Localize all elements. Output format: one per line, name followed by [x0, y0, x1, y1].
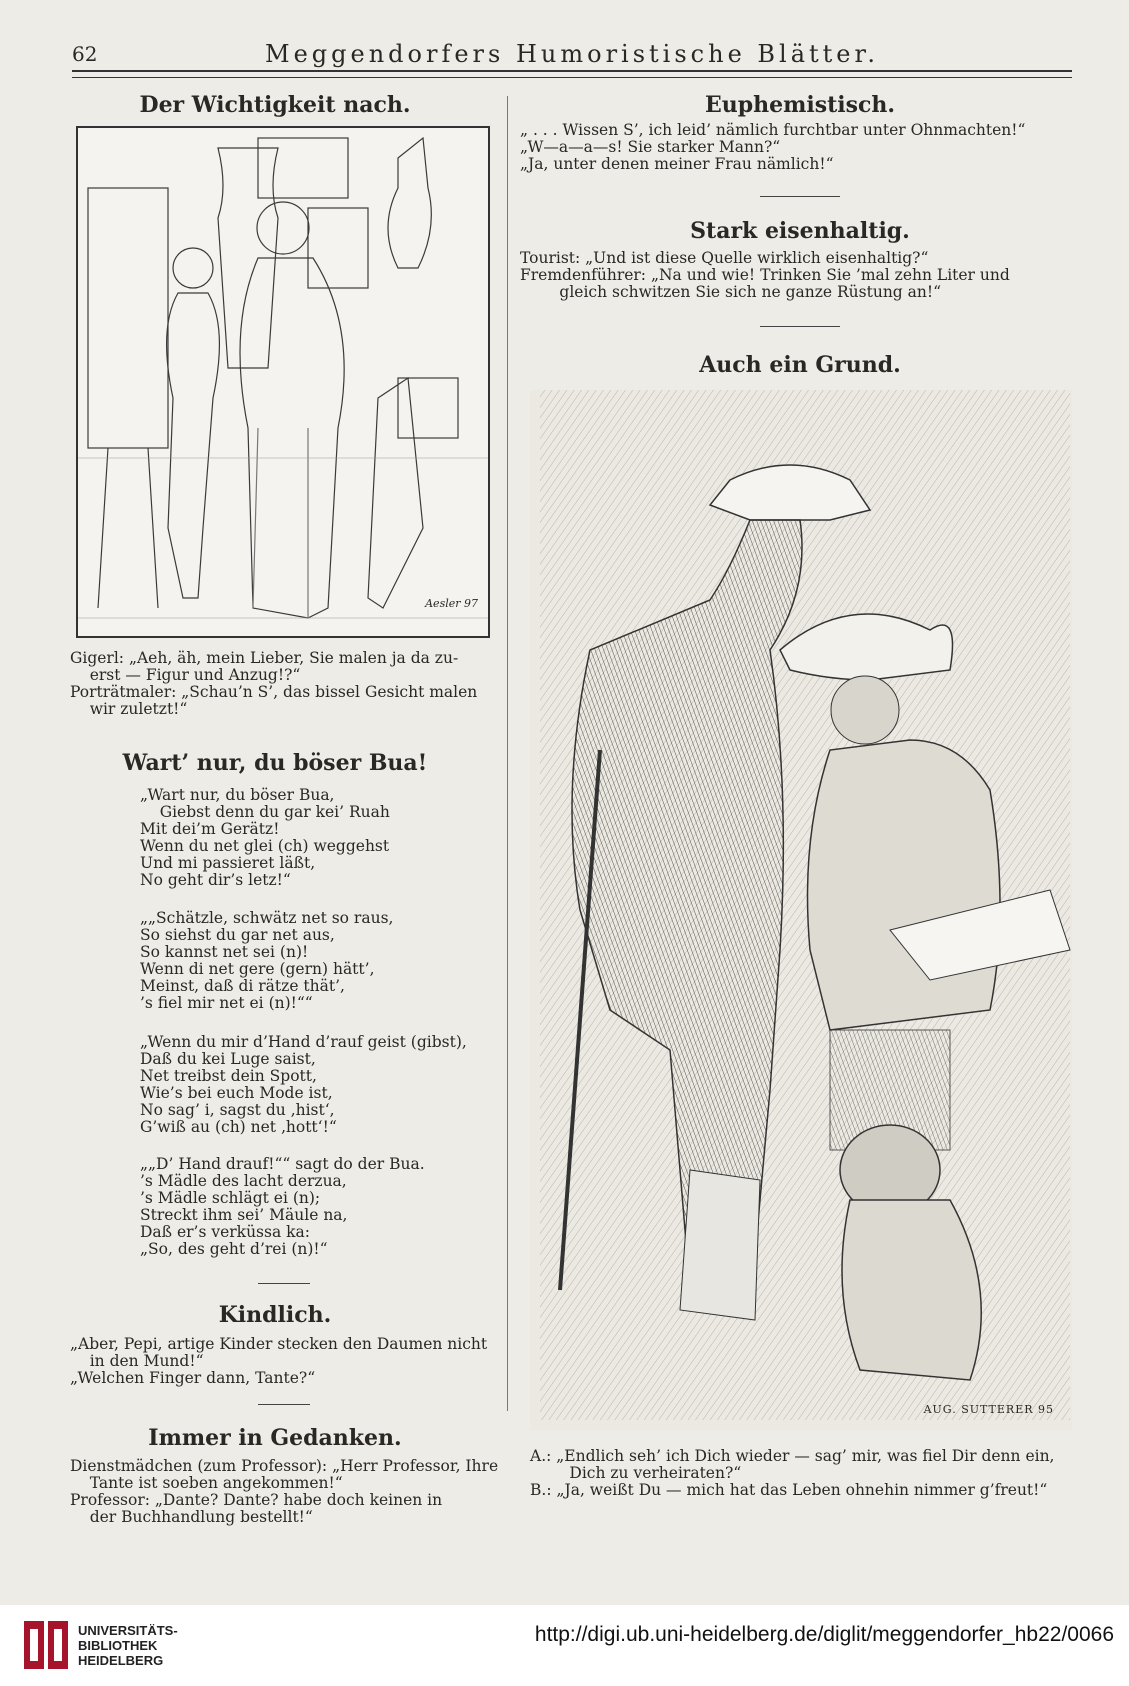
header-rule — [72, 70, 1072, 78]
illustration-two-men-and-dog — [530, 390, 1072, 1430]
gedanken-line-4: der Buchhandlung bestellt!“ — [70, 1508, 313, 1526]
title-stark-eisenhaltig: Stark eisenhaltig. — [690, 218, 910, 244]
painter-sketch — [78, 128, 488, 636]
poem-s2-l1: „„Schätzle, schwätz net so raus, — [140, 909, 394, 927]
gedanken-line-2: Tante ist soeben angekommen!“ — [70, 1474, 343, 1492]
column-divider — [507, 96, 508, 1411]
poem-s3-l1: „Wenn du mir d’Hand d’rauf geist (gibst), — [140, 1033, 467, 1051]
page-number: 62 — [72, 42, 98, 66]
title-euphemistisch: Euphemistisch. — [704, 92, 896, 118]
library-logo-icon — [22, 1617, 70, 1673]
engraving-sketch — [530, 390, 1072, 1430]
kindlich-line-3: „Welchen Finger dann, Tante?“ — [70, 1369, 316, 1387]
poem-s1-l1: „Wart nur, du böser Bua, — [140, 786, 335, 804]
caption-gigerl-4: wir zuletzt!“ — [70, 700, 188, 718]
poem-s2-l3: So kannst net sei (n)! — [140, 943, 309, 961]
separator-2 — [258, 1404, 310, 1405]
gedanken-line-3: Professor: „Dante? Dante? habe doch keinen in — [70, 1491, 443, 1509]
illustrator-signature-sutterer: AUG. SUTTERER 95 — [923, 1403, 1054, 1416]
title-kindlich: Kindlich. — [218, 1302, 332, 1328]
gedanken-line-1: Dienstmädchen (zum Professor): „Herr Professor, Ihre — [70, 1457, 499, 1475]
caption-gigerl-3: Porträtmaler: „Schau’n S’, das bissel Gesicht malen — [70, 683, 478, 701]
kindlich-line-2: in den Mund!“ — [70, 1352, 204, 1370]
poem-s2-l5: Meinst, daß di rätze thät’, — [140, 977, 345, 995]
poem-s1-l3: Mit dei’m Gerätz! — [140, 820, 280, 838]
poem-s4-l1: „„D’ Hand drauf!““ sagt do der Bua. — [140, 1155, 425, 1173]
eisenhaltig-line-3: gleich schwitzen Sie sich ne ganze Rüstung an!“ — [520, 283, 942, 301]
poem-s4-l5: Daß er’s verküssa ka: — [140, 1223, 310, 1241]
eisenhaltig-line-1: Tourist: „Und ist diese Quelle wirklich eisenhaltig?“ — [520, 249, 929, 267]
poem-s1-l4: Wenn du net glei (ch) weggehst — [140, 837, 390, 855]
poem-s4-l4: Streckt ihm sei’ Mäule na, — [140, 1206, 348, 1224]
title-wart-nur: Wart’ nur, du böser Bua! — [122, 750, 428, 776]
poem-s1-l6: No geht dir’s letz!“ — [140, 871, 291, 889]
poem-s2-l4: Wenn di net gere (gern) hätt’, — [140, 960, 375, 978]
poem-s4-l6: „So, des geht d’rei (n)!“ — [140, 1240, 328, 1258]
eisenhaltig-line-2: Fremdenführer: „Na und wie! Trinken Sie ’mal zehn Liter und — [520, 266, 1010, 284]
viewer-footer — [0, 1605, 1129, 1686]
poem-s3-l4: Wie’s bei euch Mode ist, — [140, 1084, 333, 1102]
poem-s4-l2: ’s Mädle des lacht derzua, — [140, 1172, 347, 1190]
title-immer-in-gedanken: Immer in Gedanken. — [148, 1425, 402, 1451]
separator-3 — [760, 196, 840, 197]
poem-s2-l2: So siehst du gar net aus, — [140, 926, 335, 944]
euphemistisch-line-2: „W—a—a—s! Sie starker Mann?“ — [520, 138, 781, 156]
caption-gigerl-1: Gigerl: „Aeh, äh, mein Lieber, Sie malen ja da zu- — [70, 649, 459, 667]
poem-s1-l5: Und mi passieret läßt, — [140, 854, 316, 872]
library-name: UNIVERSITÄTS- BIBLIOTHEK HEIDELBERG — [78, 1623, 178, 1668]
poem-s3-l6: G’wiß au (ch) net ‚hott‘!“ — [140, 1118, 337, 1136]
poem-s2-l6: ’s fiel mir net ei (n)!““ — [140, 994, 313, 1012]
page-header — [72, 36, 1072, 70]
title-wichtigkeit: Der Wichtigkeit nach. — [139, 92, 411, 118]
euphemistisch-line-1: „ . . . Wissen S’, ich leid’ nämlich furchtbar unter Ohnmachten!“ — [520, 121, 1026, 139]
grund-line-2: Dich zu verheiraten?“ — [530, 1464, 742, 1482]
grund-line-1: A.: „Endlich seh’ ich Dich wieder — sag’ mir, was fiel Dir denn ein, — [530, 1447, 1055, 1465]
poem-s3-l5: No sag’ i, sagst du ‚hist‘, — [140, 1101, 335, 1119]
running-title: Meggendorfers Humoristische Blätter. — [265, 40, 879, 68]
separator-4 — [760, 326, 840, 327]
cartoon-illustration-painter — [76, 126, 490, 638]
grund-line-3: B.: „Ja, weißt Du — mich hat das Leben ohnehin nimmer g’freut!“ — [530, 1481, 1048, 1499]
poem-s3-l2: Daß du kei Luge saist, — [140, 1050, 316, 1068]
title-auch-ein-grund: Auch ein Grund. — [699, 352, 901, 378]
kindlich-line-1: „Aber, Pepi, artige Kinder stecken den Daumen nicht — [70, 1335, 488, 1353]
poem-s4-l3: ’s Mädle schlägt ei (n); — [140, 1189, 321, 1207]
source-url-link[interactable]: http://digi.ub.uni-heidelberg.de/diglit/meggendorfer_hb22/0066 — [534, 1623, 1114, 1646]
euphemistisch-line-3: „Ja, unter denen meiner Frau nämlich!“ — [520, 155, 834, 173]
caption-gigerl-2: erst — Figur und Anzug!?“ — [70, 666, 301, 684]
separator-1 — [258, 1283, 310, 1284]
poem-s1-l2: Giebst denn du gar kei’ Ruah — [140, 803, 390, 821]
illustrator-signature: Aesler 97 — [425, 597, 478, 610]
poem-s3-l3: Net treibst dein Spott, — [140, 1067, 317, 1085]
